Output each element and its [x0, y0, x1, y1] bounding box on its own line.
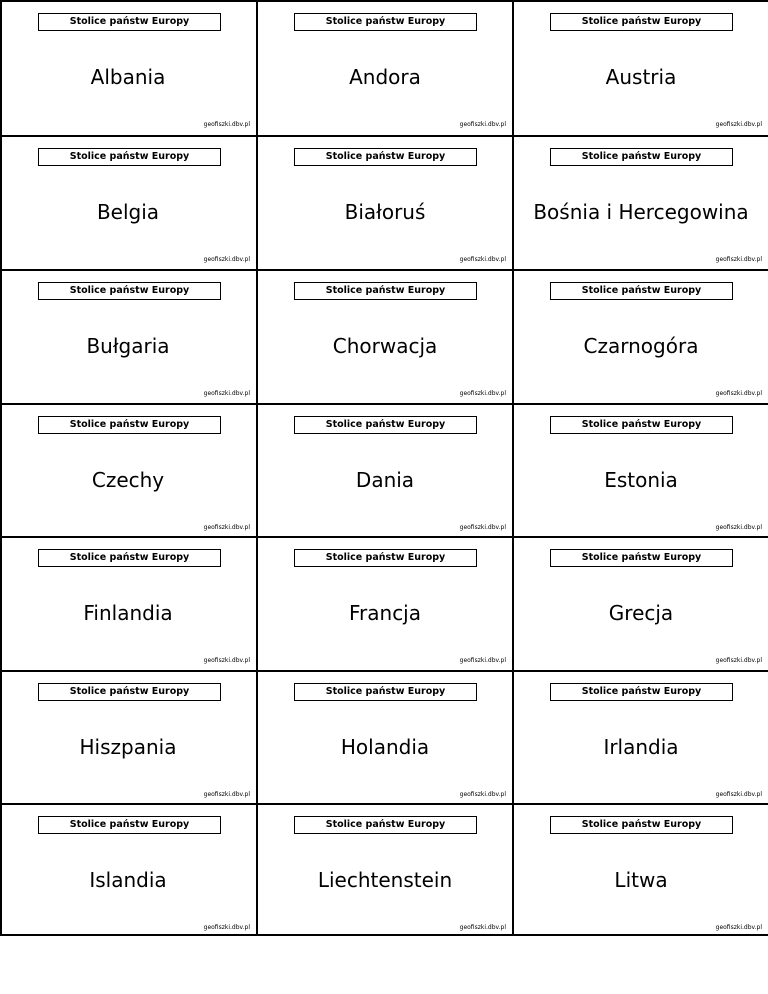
card-footer: geofiszki.dbv.pl	[715, 791, 762, 798]
country-name: Finlandia	[83, 601, 173, 625]
country-name: Estonia	[604, 468, 678, 492]
card-footer: geofiszki.dbv.pl	[459, 657, 506, 664]
card-footer: geofiszki.dbv.pl	[715, 657, 762, 664]
card-footer: geofiszki.dbv.pl	[459, 791, 506, 798]
card-header: Stolice państw Europy	[38, 683, 221, 701]
country-name: Irlandia	[603, 735, 679, 759]
country-name: Austria	[605, 65, 677, 89]
card-header: Stolice państw Europy	[38, 148, 221, 166]
country-name: Litwa	[614, 868, 668, 892]
country-name: Francja	[348, 601, 421, 625]
flashcard	[514, 670, 768, 803]
card-header: Stolice państw Europy	[550, 549, 733, 567]
card-header: Stolice państw Europy	[550, 683, 733, 701]
card-header: Stolice państw Europy	[550, 416, 733, 434]
card-header: Stolice państw Europy	[550, 282, 733, 300]
flashcard	[0, 536, 258, 670]
card-header: Stolice państw Europy	[38, 13, 221, 31]
card-footer: geofiszki.dbv.pl	[203, 121, 250, 128]
card-footer: geofiszki.dbv.pl	[203, 924, 250, 931]
card-header: Stolice państw Europy	[38, 549, 221, 567]
country-name: Albania	[90, 65, 166, 89]
card-header: Stolice państw Europy	[38, 816, 221, 834]
card-footer: geofiszki.dbv.pl	[203, 657, 250, 664]
card-footer: geofiszki.dbv.pl	[203, 791, 250, 798]
flashcard	[258, 135, 514, 269]
card-footer: geofiszki.dbv.pl	[715, 256, 762, 263]
flashcard	[514, 803, 768, 936]
country-name: Liechtenstein	[317, 868, 453, 892]
card-footer: geofiszki.dbv.pl	[203, 524, 250, 531]
country-name: Bułgaria	[86, 334, 170, 358]
card-footer: geofiszki.dbv.pl	[715, 390, 762, 397]
flashcard	[514, 135, 768, 269]
card-footer: geofiszki.dbv.pl	[715, 121, 762, 128]
card-header: Stolice państw Europy	[550, 816, 733, 834]
flashcard	[514, 536, 768, 670]
flashcard	[258, 403, 514, 536]
card-footer: geofiszki.dbv.pl	[459, 256, 506, 263]
flashcard	[258, 803, 514, 936]
card-header: Stolice państw Europy	[38, 416, 221, 434]
country-name: Grecja	[608, 601, 674, 625]
flashcard	[514, 269, 768, 403]
card-header: Stolice państw Europy	[550, 13, 733, 31]
card-footer: geofiszki.dbv.pl	[459, 924, 506, 931]
country-name: Islandia	[89, 868, 167, 892]
card-header: Stolice państw Europy	[294, 683, 477, 701]
card-footer: geofiszki.dbv.pl	[203, 390, 250, 397]
card-footer: geofiszki.dbv.pl	[715, 524, 762, 531]
country-name: Bośnia i Hercegowina	[533, 200, 749, 224]
card-footer: geofiszki.dbv.pl	[715, 924, 762, 931]
country-name: Chorwacja	[332, 334, 438, 358]
flashcard	[258, 269, 514, 403]
card-footer: geofiszki.dbv.pl	[459, 390, 506, 397]
country-name: Holandia	[340, 735, 430, 759]
flashcard	[258, 670, 514, 803]
card-header: Stolice państw Europy	[38, 282, 221, 300]
flashcard	[258, 536, 514, 670]
flashcard	[0, 135, 258, 269]
country-name: Czechy	[91, 468, 165, 492]
card-header: Stolice państw Europy	[550, 148, 733, 166]
card-footer: geofiszki.dbv.pl	[203, 256, 250, 263]
country-name: Białoruś	[344, 200, 426, 224]
card-header: Stolice państw Europy	[294, 148, 477, 166]
card-header: Stolice państw Europy	[294, 549, 477, 567]
card-footer: geofiszki.dbv.pl	[459, 524, 506, 531]
flashcard	[514, 403, 768, 536]
card-header: Stolice państw Europy	[294, 416, 477, 434]
country-name: Belgia	[96, 200, 160, 224]
country-name: Dania	[355, 468, 415, 492]
flashcard	[0, 269, 258, 403]
flashcard	[0, 403, 258, 536]
country-name: Hiszpania	[79, 735, 177, 759]
card-header: Stolice państw Europy	[294, 816, 477, 834]
card-footer: geofiszki.dbv.pl	[459, 121, 506, 128]
country-name: Andora	[349, 65, 421, 89]
country-name: Czarnogóra	[583, 334, 699, 358]
flashcard	[0, 0, 258, 135]
card-header: Stolice państw Europy	[294, 282, 477, 300]
card-header: Stolice państw Europy	[294, 13, 477, 31]
flashcard	[0, 803, 258, 936]
flashcard	[0, 670, 258, 803]
flashcard	[258, 0, 514, 135]
flashcard	[514, 0, 768, 135]
